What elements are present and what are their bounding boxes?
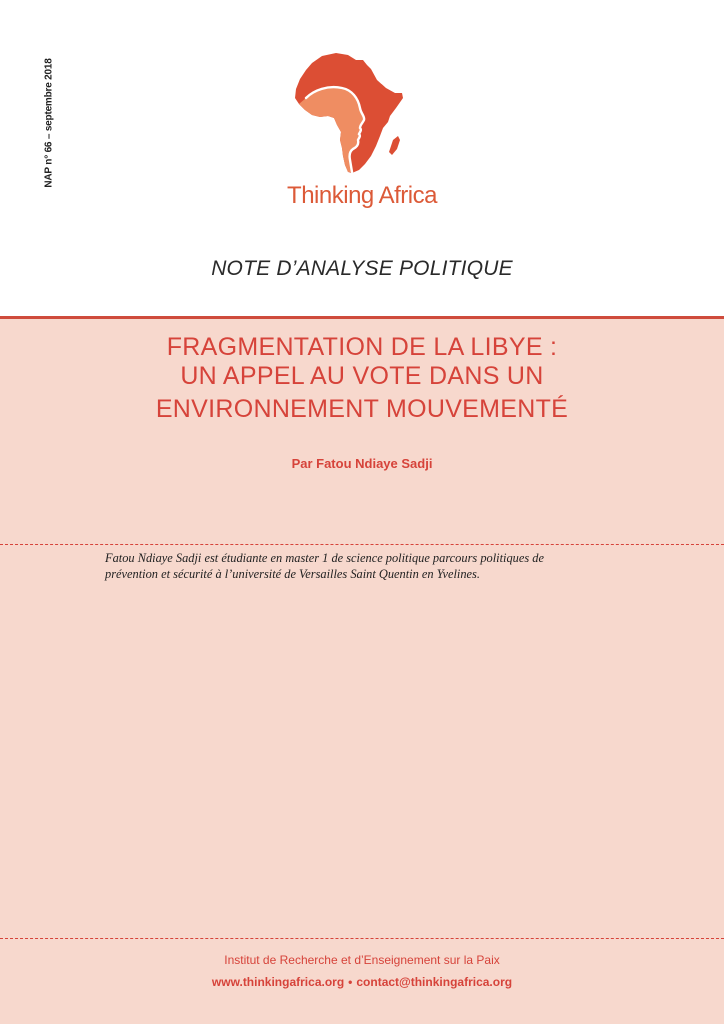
document-title	[60, 333, 664, 424]
email-link[interactable]: contact@thinkingafrica.org	[356, 975, 513, 989]
title-line: FRAGMENTATION DE LA LIBYE :	[166, 333, 558, 361]
dashed-divider	[0, 544, 724, 545]
header-area	[0, 0, 724, 318]
bio-line: Fatou Ndiaye Sadji est étudiante en master 1 de science politique parcours politiques de	[105, 551, 544, 565]
footer-organization: Institut de Recherche et d’Enseignement sur la Paix	[224, 953, 500, 967]
madagascar-shape	[389, 136, 400, 155]
website-link[interactable]: www.thinkingafrica.org	[211, 975, 345, 989]
bio-line: prévention et sécurité à l’université de Versailles Saint Quentin en Yvelines.	[105, 567, 480, 581]
title-line: UN APPEL AU VOTE DANS UN	[180, 362, 544, 390]
content-panel	[0, 319, 724, 1024]
title-line: ENVIRONNEMENT MOUVEMENTÉ	[155, 395, 569, 423]
brand-name: Thinking Africa	[287, 182, 437, 209]
africa-profile-logo-icon	[292, 52, 404, 178]
footer-links	[0, 975, 724, 989]
document-type: NOTE D’ANALYSE POLITIQUE	[211, 257, 513, 280]
footer-separator: •	[348, 975, 353, 989]
author-byline: Par Fatou Ndiaye Sadji	[291, 456, 433, 471]
dashed-divider	[0, 938, 724, 939]
issue-label-text: NAP n° 66 – septembre 2018	[43, 58, 55, 188]
issue-label	[40, 48, 58, 198]
author-bio	[105, 550, 605, 582]
